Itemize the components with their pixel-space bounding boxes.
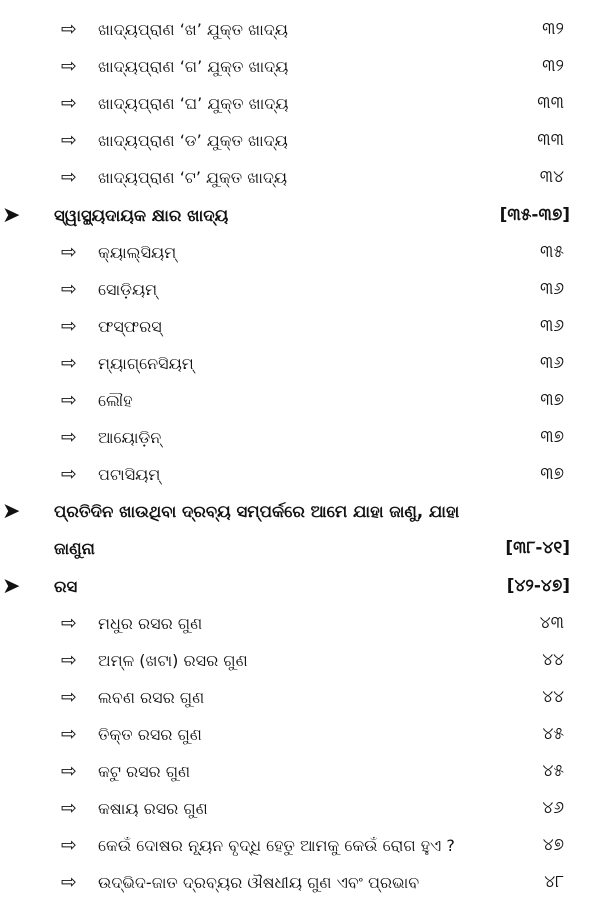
- arrowhead-icon: ➤: [2, 573, 21, 599]
- toc-title: ସ୍ୱାସ୍ଥ୍ୟଦାୟକ କ୍ଷାର ଖାଦ୍ୟ: [54, 205, 229, 225]
- toc-page-number: ୩୪: [539, 167, 564, 188]
- toc-page-number: ୪୩: [539, 612, 564, 633]
- toc-entry: [0, 864, 600, 901]
- arrowhead-icon: ➤: [2, 202, 21, 228]
- toc-page-number: [୪୨-୪୭]: [506, 575, 570, 596]
- toc-title: ପଟାସିୟମ୍: [98, 465, 161, 485]
- toc-page-number: ୩୨: [542, 19, 564, 39]
- toc-title: କ୍ୟାଲ୍‌ସିୟମ୍: [98, 242, 177, 262]
- toc-page-number: [୩୫-୩୭]: [499, 204, 570, 225]
- toc-page-number: ୩୩: [537, 130, 564, 151]
- toc-title: ଖାଦ୍ୟପ୍ରାଣ ‘ଘ’ ଯୁକ୍ତ ଖାଦ୍ୟ: [98, 94, 289, 114]
- toc-page-number: ୪୪: [542, 649, 564, 670]
- toc-entry: [0, 419, 600, 456]
- toc-section: [0, 493, 600, 530]
- hollow-arrow-icon: ⇨: [61, 166, 77, 189]
- toc-page-number: ୪୫: [542, 723, 564, 744]
- hollow-arrow-icon: ⇨: [61, 648, 77, 671]
- hollow-arrow-icon: ⇨: [61, 129, 77, 152]
- toc-title: କଟୁ ରସର ଗୁଣ: [98, 762, 191, 781]
- toc-title: ମଧୁର ରସର ଗୁଣ: [98, 613, 203, 633]
- hollow-arrow-icon: ⇨: [61, 797, 77, 820]
- toc-entry: [0, 159, 600, 196]
- toc-entry: [0, 642, 600, 679]
- toc-page-number: ୩୫: [540, 241, 564, 262]
- hollow-arrow-icon: ⇨: [61, 314, 77, 337]
- toc-title: ଖାଦ୍ୟପ୍ରାଣ ‘ଟ’ ଯୁକ୍ତ ଖାଦ୍ୟ: [98, 168, 288, 188]
- toc-section: [0, 197, 600, 234]
- toc-title: ଜାଣୁନା: [54, 539, 95, 559]
- toc-entry: [0, 11, 600, 48]
- hollow-arrow-icon: ⇨: [61, 55, 77, 78]
- arrowhead-icon: ➤: [2, 499, 21, 525]
- toc-page-number: ୪୪: [542, 686, 564, 707]
- toc-entry: [0, 48, 600, 85]
- hollow-arrow-icon: ⇨: [61, 834, 77, 857]
- toc-title: ମ୍ୟାଗ୍ନେସିୟମ୍: [98, 353, 194, 373]
- hollow-arrow-icon: ⇨: [61, 685, 77, 708]
- toc-entry: [0, 753, 600, 790]
- toc-entry: [0, 382, 600, 419]
- toc-title: କଷାୟ ରସର ଗୁଣ: [98, 799, 208, 819]
- hollow-arrow-icon: ⇨: [61, 18, 77, 40]
- hollow-arrow-icon: ⇨: [61, 389, 77, 411]
- toc-page-number: [୩୮-୪୧]: [505, 538, 570, 559]
- hollow-arrow-icon: ⇨: [61, 611, 77, 634]
- toc-title: ଲୌହ: [98, 391, 133, 410]
- toc-title: ଆୟୋଡ଼ିନ୍: [98, 428, 162, 448]
- toc-page-number: ୩୭: [540, 427, 564, 448]
- toc-entry: [0, 827, 600, 864]
- toc-title: ସୋଡ଼ିୟମ୍: [98, 279, 158, 299]
- hollow-arrow-icon: ⇨: [61, 277, 77, 300]
- toc-page-number: ୩୬: [539, 315, 564, 336]
- toc-page-number: ୩୬: [539, 352, 564, 373]
- toc-title: ଉଦ୍ଭିଦ-ଜାତ ଦ୍ରବ୍ୟର ଔଷଧୀୟ ଗୁଣ ଏବଂ ପ୍ରଭାବ: [98, 873, 420, 893]
- toc-entry: [0, 122, 600, 159]
- hollow-arrow-icon: ⇨: [61, 426, 77, 449]
- toc-title: ପ୍ରତିଦିନ ଖାଉଥିବା ଦ୍ରବ୍ୟ ସମ୍ପର୍କରେ ଆମେ ଯାହା ଜାଣୁ, ଯାହା: [54, 502, 460, 522]
- toc-title: କେଉଁ ଦୋଷର ନ୍ୟୂନ ବୃଦ୍ଧି ହେତୁ ଆମକୁ କେଉଁ ରୋଗ ହୁଏ ?: [98, 836, 455, 856]
- toc-page-number: ୪୭: [542, 835, 564, 856]
- toc-entry: [0, 308, 600, 345]
- toc-page-number: ୩୨: [542, 56, 564, 77]
- toc-entry: [0, 234, 600, 271]
- toc-title: ତିକ୍ତ ରସର ଗୁଣ: [98, 724, 202, 744]
- toc-entry: [0, 85, 600, 122]
- hollow-arrow-icon: ⇨: [61, 240, 77, 263]
- toc-title: ଖାଦ୍ୟପ୍ରାଣ ‘ଡ’ ଯୁକ୍ତ ଖାଦ୍ୟ: [98, 131, 288, 151]
- toc-entry: [0, 456, 600, 493]
- toc-entry: [0, 679, 600, 716]
- toc-title: ଅମ୍ଳ (ଖଟା) ରସର ଗୁଣ: [98, 650, 248, 670]
- toc-entry: [0, 345, 600, 382]
- toc-title: ଖାଦ୍ୟପ୍ରାଣ ‘ଖ’ ଯୁକ୍ତ ଖାଦ୍ୟ: [98, 20, 288, 39]
- toc-entry: [0, 716, 600, 753]
- toc-entry: [0, 271, 600, 308]
- toc-title: ଲବଣ ରସର ଗୁଣ: [98, 687, 205, 707]
- toc-title: ଫସ୍‌ଫରସ୍: [98, 316, 162, 336]
- hollow-arrow-icon: ⇨: [61, 351, 77, 374]
- toc-section-continuation: [0, 530, 600, 567]
- toc-page-number: ୩୭: [540, 464, 564, 485]
- toc-title: ଖାଦ୍ୟପ୍ରାଣ ‘ଗ’ ଯୁକ୍ତ ଖାଦ୍ୟ: [98, 57, 289, 77]
- toc-entry: [0, 790, 600, 827]
- toc-page-number: ୪୫: [542, 761, 564, 781]
- hollow-arrow-icon: ⇨: [61, 722, 77, 745]
- toc-page-number: ୩୩: [537, 93, 564, 114]
- toc-page-number: ୩୬: [539, 278, 564, 299]
- toc-section: [0, 568, 600, 605]
- hollow-arrow-icon: ⇨: [61, 463, 77, 486]
- hollow-arrow-icon: ⇨: [61, 760, 77, 782]
- toc-page-number: ୩୭: [540, 390, 564, 410]
- toc-page-number: ୪୮: [544, 872, 564, 893]
- hollow-arrow-icon: ⇨: [61, 871, 77, 894]
- hollow-arrow-icon: ⇨: [61, 92, 77, 115]
- toc-entry: [0, 605, 600, 642]
- toc-page-number: ୪୬: [542, 798, 564, 819]
- toc-title: ରସ: [54, 576, 78, 596]
